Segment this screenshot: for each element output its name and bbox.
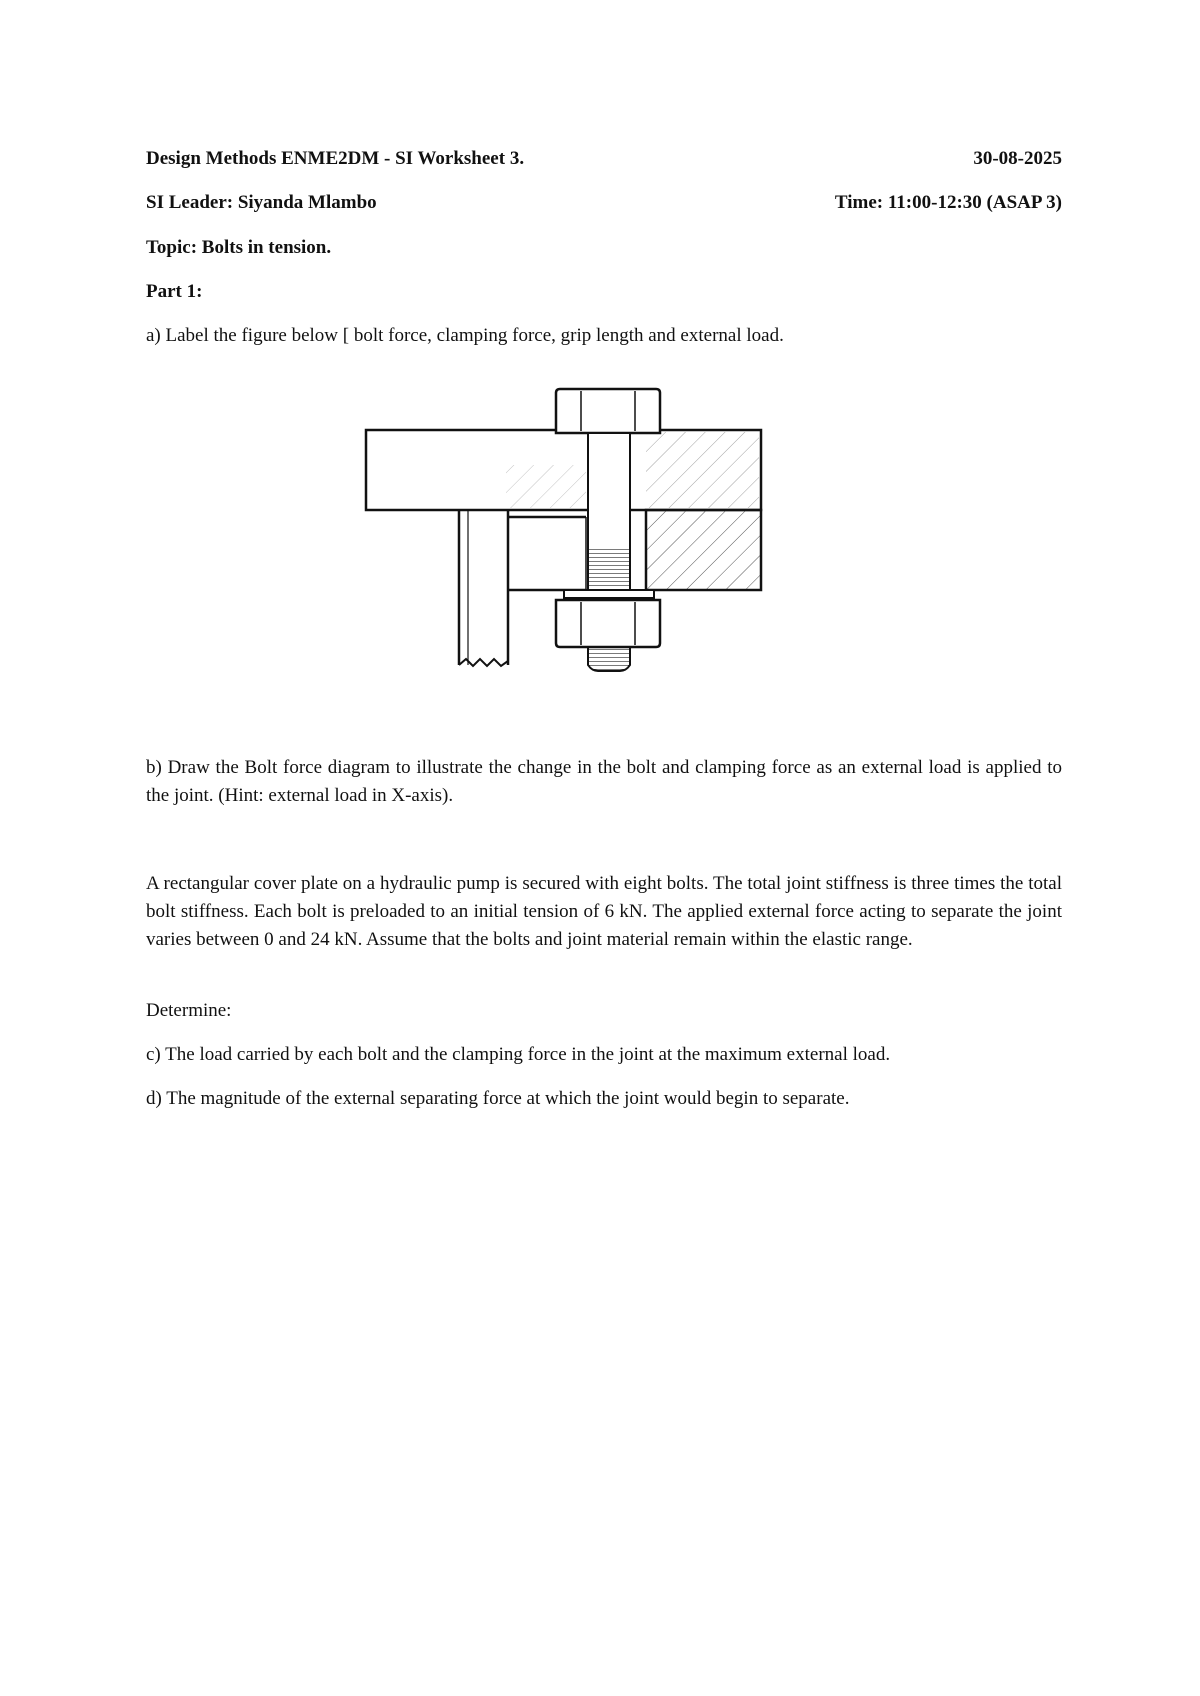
question-d: d) The magnitude of the external separating force at which the joint would begin to separate. (146, 1088, 850, 1109)
question-c: c) The load carried by each bolt and the clamping force in the joint at the maximum external load. (146, 1044, 891, 1065)
problem-statement: A rectangular cover plate on a hydraulic pump is secured with eight bolts. The total joint stiffness is three times the total bolt stiffness. Each bolt is preloaded to an initial tension of 6 kN. The applied external force acting to separate the joint varies between 0 and 24 kN. Assume that the bolts and joint material remain within the elastic range. (146, 873, 1062, 950)
top-plate-hatch-left (506, 465, 586, 508)
worksheet-date: 30-08-2025 (973, 148, 1062, 169)
bolt-thread-upper (589, 547, 629, 587)
bracket-break (459, 659, 508, 666)
course-title: Design Methods ENME2DM - SI Worksheet 3. (146, 148, 525, 169)
lower-plate (646, 510, 761, 590)
part-heading: Part 1: (146, 281, 203, 302)
session-time: Time: 11:00-12:30 (ASAP 3) (834, 192, 1062, 213)
top-plate-hatch-right (646, 432, 759, 508)
question-b: b) Draw the Bolt force diagram to illustrate the change in the bolt and clamping force as an external load is applied to the joint. (Hint: external load in X-axis). (146, 757, 1062, 806)
question-a: a) Label the figure below [ bolt force, clamping force, grip length and external load. (146, 325, 784, 346)
bolted-joint-figure (356, 385, 766, 675)
bolt-head (556, 389, 660, 433)
si-leader: SI Leader: Siyanda Mlambo (146, 192, 377, 213)
bolt-tip (588, 647, 630, 671)
topic: Topic: Bolts in tension. (146, 237, 332, 258)
determine-label: Determine: (146, 1000, 232, 1021)
nut (556, 600, 660, 647)
washer (564, 590, 654, 598)
